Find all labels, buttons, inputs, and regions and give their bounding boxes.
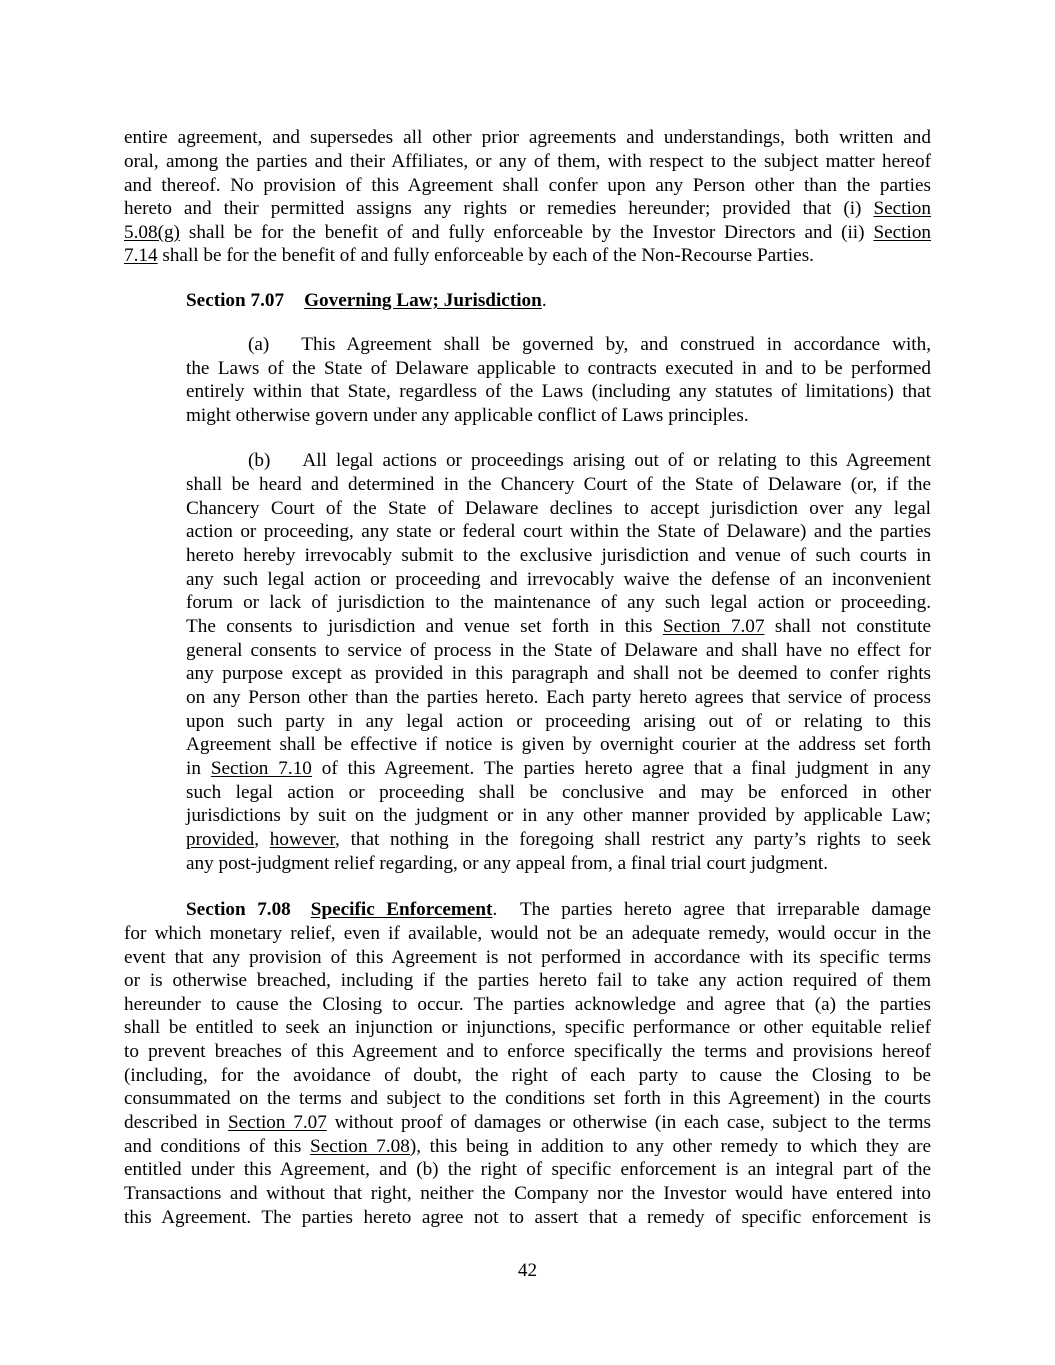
text-line: jurisdictions by suit on the judgment or in any other manner provided by applicable Law; bbox=[186, 805, 931, 826]
text-line: 5.08(g) shall be for the benefit of and fully enforceable by the Investor Directors and (ii) Section bbox=[124, 222, 932, 243]
section-heading-7-07: Section 7.07 Governing Law; Jurisdiction. bbox=[186, 290, 547, 311]
text-line: (including, for the avoidance of doubt, the right of each party to cause the Closing to be bbox=[124, 1065, 931, 1086]
section-reference: Section bbox=[873, 222, 932, 243]
text-line: shall be entitled to seek an injunction or injunctions, specific performance or other equitable relief bbox=[124, 1017, 931, 1038]
text-line: entitled under this Agreement, and (b) the right of specific enforcement is an integral part of the bbox=[124, 1159, 931, 1180]
text-line: forum or lack of jurisdiction to the maintenance of any such legal action or proceeding. bbox=[186, 592, 931, 613]
text-line: the Laws of the State of Delaware applicable to contracts executed in and to be performed bbox=[186, 358, 931, 379]
text-line: for which monetary relief, even if available, would not be an adequate remedy, would occur in the bbox=[124, 923, 931, 944]
text-line: and thereof. No provision of this Agreement shall confer upon any Person other than the parties bbox=[124, 175, 931, 196]
section-reference: Section bbox=[873, 198, 931, 219]
section-reference: 7.14 bbox=[124, 245, 158, 266]
text-line: any such legal action or proceeding and irrevocably waive the defense of an inconvenient bbox=[186, 569, 931, 590]
text-line: on any Person other than the parties hereto. Each party hereto agrees that service of process bbox=[186, 687, 931, 708]
section-title: Governing Law; Jurisdiction bbox=[304, 290, 542, 311]
section-number: Section 7.08 bbox=[186, 899, 291, 920]
section-number: Section 7.07 bbox=[186, 290, 285, 311]
text-line: event that any provision of this Agreement is not performed in accordance with its specific terms bbox=[124, 947, 931, 968]
section-reference: Section 7.07 bbox=[662, 616, 765, 637]
text-line: entirely within that State, regardless of the Laws (including any statutes of limitations) that bbox=[186, 381, 931, 402]
text-line: such legal action or proceeding shall be conclusive and may be enforced in other bbox=[186, 782, 931, 803]
section-reference: Section 7.10 bbox=[210, 758, 312, 779]
text-line: described in Section 7.07 without proof of damages or otherwise (in each case, subject to the terms bbox=[124, 1112, 932, 1133]
text-line: Transactions and without that right, neither the Company nor the Investor would have entered into bbox=[124, 1183, 931, 1204]
text-line: to prevent breaches of this Agreement and to enforce specifically the terms and provisions hereof bbox=[124, 1041, 931, 1062]
text-line: hereto hereby irrevocably submit to the exclusive jurisdiction and venue of such courts in bbox=[186, 545, 931, 566]
text-line: action or proceeding, any state or federal court within the State of Delaware) and the parties bbox=[186, 521, 931, 542]
text-line: hereunder to cause the Closing to occur. The parties acknowledge and agree that (a) the parties bbox=[124, 994, 931, 1015]
text-line: oral, among the parties and their Affiliates, or any of them, with respect to the subject matter hereof bbox=[124, 151, 931, 172]
page-number: 42 bbox=[517, 1260, 538, 1281]
section-reference: Section 7.08 bbox=[310, 1136, 410, 1157]
text-line: might otherwise govern under any applicable conflict of Laws principles. bbox=[186, 405, 749, 426]
text-line: in Section 7.10 of this Agreement. The parties hereto agree that a final judgment in any bbox=[186, 758, 931, 779]
text-line: shall be heard and determined in the Chancery Court of the State of Delaware (or, if the bbox=[186, 474, 931, 495]
text-line: entire agreement, and supersedes all other prior agreements and understandings, both written and bbox=[124, 127, 931, 148]
clause-label: (b) bbox=[248, 450, 271, 471]
text-line: any purpose except as provided in this paragraph and shall not be deemed to confer rights bbox=[186, 663, 931, 684]
text-line: hereto and their permitted assigns any rights or remedies hereunder; provided that (i) Section bbox=[124, 198, 931, 219]
text-line: The consents to jurisdiction and venue set forth in this Section 7.07 shall not constitute bbox=[186, 616, 931, 637]
text-line: any post-judgment relief regarding, or any appeal from, a final trial court judgment. bbox=[186, 853, 829, 874]
text-line: Chancery Court of the State of Delaware declines to accept jurisdiction over any legal bbox=[186, 498, 931, 519]
text-line: or is otherwise breached, including if the parties hereto fail to take any action required of them bbox=[124, 970, 931, 991]
section-reference: Section 7.07 bbox=[227, 1112, 327, 1133]
clause-label: (a) bbox=[248, 334, 270, 355]
section-title: Specific Enforcement bbox=[310, 899, 493, 920]
text-line: upon such party in any legal action or proceeding arising out of or relating to this bbox=[186, 711, 931, 732]
section-heading-7-08: Section 7.08 Specific Enforcement. The parties hereto agree that irreparable damage bbox=[186, 899, 931, 920]
text-line: consummated on the terms and subject to the conditions set forth in this Agreement) in the courts bbox=[124, 1088, 931, 1109]
text-line: and conditions of this Section 7.08), this being in addition to any other remedy to which they are bbox=[124, 1136, 931, 1157]
text-line: 7.14 shall be for the benefit of and fully enforceable by each of the Non-Recourse Parties. bbox=[124, 245, 814, 266]
text-line: (a) This Agreement shall be governed by, and construed in accordance with, bbox=[248, 334, 931, 355]
text-line: (b) All legal actions or proceedings arising out of or relating to this Agreement bbox=[248, 450, 931, 471]
section-reference: 5.08(g) bbox=[124, 222, 180, 243]
text-line: general consents to service of process in the State of Delaware and shall have no effect for bbox=[186, 640, 931, 661]
text-line: Agreement shall be effective if notice is given by overnight courier at the address set forth bbox=[186, 734, 931, 755]
term-provided: provided bbox=[186, 829, 255, 850]
text-line: provided, however, that nothing in the foregoing shall restrict any party’s rights to seek bbox=[186, 829, 932, 850]
term-however: however bbox=[269, 829, 336, 850]
text-line: this Agreement. The parties hereto agree not to assert that a remedy of specific enforcement is bbox=[124, 1207, 931, 1228]
